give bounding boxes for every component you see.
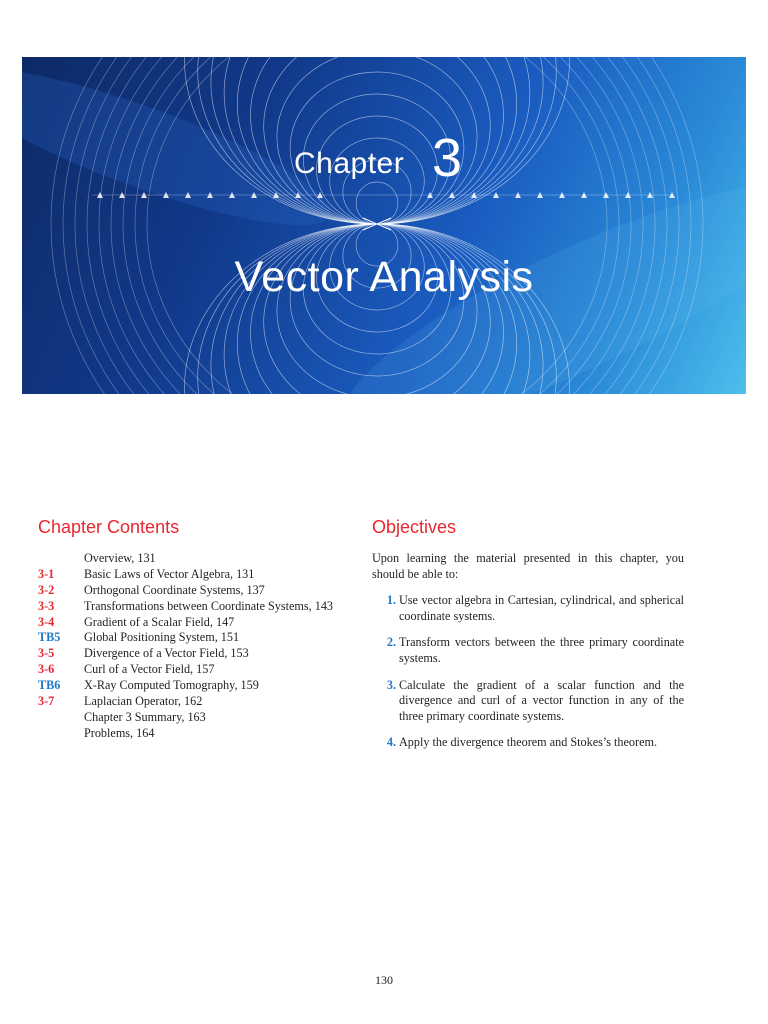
contents-item-label: Chapter 3 Summary, 163 [84, 709, 206, 724]
contents-item-label: Overview, 131 [84, 551, 156, 565]
contents-item-label: Divergence of a Vector Field, 153 [84, 646, 249, 661]
chapter-contents-list [38, 551, 358, 742]
contents-item [38, 615, 358, 631]
contents-item-number: 3-4 [38, 614, 55, 629]
contents-item-number: 3-3 [38, 598, 55, 613]
contents-item-number: 3-7 [38, 694, 55, 709]
objectives-heading: Objectives [372, 517, 457, 537]
contents-item [38, 630, 358, 646]
objective-item [372, 635, 684, 666]
contents-item-number: 3-1 [38, 566, 55, 581]
contents-item [38, 662, 358, 678]
contents-item-label: Problems, 164 [84, 725, 155, 740]
objectives-section [372, 551, 684, 751]
contents-item [38, 694, 358, 710]
chapter-title: Vector Analysis [234, 253, 534, 301]
objective-text: Apply the divergence theorem and Stokes’s theorem. [399, 735, 658, 750]
contents-item-number [38, 710, 84, 726]
contents-item [38, 710, 358, 726]
chapter-word: Chapter [294, 147, 405, 180]
chapter-banner [22, 57, 746, 394]
contents-item-number [38, 726, 84, 742]
contents-item [38, 646, 358, 662]
objective-item [372, 593, 684, 624]
objective-number: 3. [386, 677, 396, 692]
contents-item-number: 3-6 [38, 662, 55, 677]
objective-text: Calculate the gradient of a scalar function and the divergence and curl of a vector function in any of the three primary coordinate systems. [399, 677, 684, 723]
contents-item-label: Global Positioning System, 151 [84, 630, 240, 645]
contents-item-label: Gradient of a Scalar Field, 147 [84, 614, 235, 629]
page-number: 130 [375, 973, 393, 987]
objective-number: 1. [386, 593, 396, 608]
chapter-number: 3 [432, 128, 463, 188]
contents-item-number: TB5 [38, 630, 61, 645]
contents-item-number: 3-2 [38, 582, 55, 597]
contents-item [38, 551, 358, 567]
contents-item [38, 567, 358, 583]
objective-item [372, 735, 684, 751]
contents-item-label: Basic Laws of Vector Algebra, 131 [84, 566, 255, 581]
objective-text: Transform vectors between the three primary coordinate systems. [399, 635, 684, 665]
contents-item-label: Laplacian Operator, 162 [84, 694, 203, 709]
objective-item [372, 678, 684, 725]
objective-number: 4. [386, 735, 396, 750]
objective-number: 2. [386, 635, 396, 650]
objectives-list [372, 593, 684, 751]
contents-item-label: Orthogonal Coordinate Systems, 137 [84, 582, 265, 597]
contents-heading: Chapter Contents [38, 517, 180, 537]
contents-item [38, 599, 358, 615]
objectives-intro: Upon learning the material presented in this chapter, you should be able to: [372, 551, 684, 581]
contents-item-number: TB6 [38, 678, 61, 693]
contents-item-label: Curl of a Vector Field, 157 [84, 662, 215, 677]
field-lines-illustration [22, 57, 746, 394]
objective-text: Use vector algebra in Cartesian, cylindrical, and spherical coordinate systems. [399, 593, 684, 623]
contents-item [38, 678, 358, 694]
contents-item-label: X-Ray Computed Tomography, 159 [84, 678, 259, 693]
contents-item-number [38, 551, 84, 567]
contents-item [38, 726, 358, 742]
contents-item [38, 583, 358, 599]
contents-item-number: 3-5 [38, 646, 55, 661]
contents-item-label: Transformations between Coordinate Systems, 143 [84, 598, 334, 613]
